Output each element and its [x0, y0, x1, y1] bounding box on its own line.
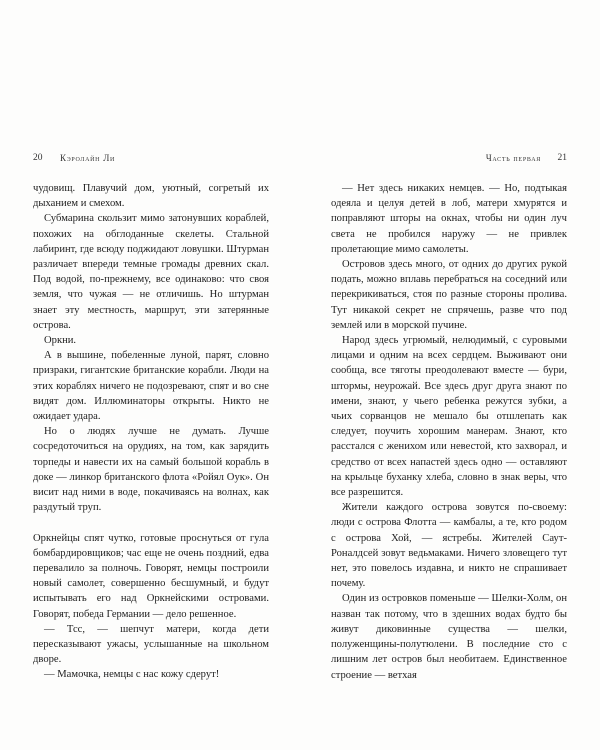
paragraph: А в вышине, побеленные луной, парят, словно призраки, гигантские британские корабли. Люди на этих кораблях ничего не подозревают, спят и во сне видят дом. Иллюминаторы открыты. Никто не ожидает удара. — [33, 350, 269, 423]
paragraph: чудовищ. Плавучий дом, уютный, согретый их дыханием и смехом. — [33, 183, 269, 210]
paragraph: Народ здесь угрюмый, нелюдимый, с суровыми лицами и одним на всех сердцем. Выживают они сообща, все тяготы преодолевают вместе — бури, штормы, неурожай. Все здесь друг друга знают по имени, знают, у чьего ребенка режутся зубки, а чьих сорванцов не мешало бы отшлепать как следует, поучить хорошим манерам. Знают, кто расстался с женихом или невестой, кто захворал, и средство от всех напастей здесь одно — оставляют на крыльце буханку хлеба, словно в знак веры, что все разрешится. — [331, 335, 567, 499]
body-text — [33, 181, 269, 683]
left-page — [33, 153, 269, 683]
paragraph: — Мамочка, немцы с нас кожу сдерут! — [44, 669, 220, 681]
paragraph: — Тсс, — шепчут матери, когда дети пересказывают ужасы, услышанные на школьном дворе. — [33, 623, 269, 666]
paragraph: Оркни. — [44, 335, 77, 347]
body-text — [331, 181, 567, 683]
page-number: 20 — [33, 153, 43, 163]
paragraph: Оркнейцы спят чутко, готовые проснуться от гула бомбардировщиков; час еще не очень поздний, едва перевалило за полночь. Говорят, немцы построили новый самолет, совершенно бесшумный, и будут испытывать его над Оркнейскими островами. Говорят, победа Германии — дело решенное. — [33, 532, 269, 620]
running-head-part: Часть первая — [485, 153, 541, 163]
paragraph: Субмарина скользит мимо затонувших кораблей, похожих на обглоданные скелеты. Стальной лабиринт, где всюду поджидают ловушки. Штурман различает впереди темные громады древних скал. Под водой, по-прежнему, все одинаково: что своя земля, что чужая — не отличишь. Но штурман знает эту местность, маршрут, эти затерянные острова. — [33, 213, 269, 331]
paragraph: Жители каждого острова зовутся по-своему: люди с острова Флотта — камбалы, а те, кто родом с острова Хой, — ястребы. Жителей Саут-Роналдсей зовут ведьмаками. Ничего зловещего тут нет, это повелось издавна, и никто не спрашивает почему. — [331, 502, 567, 590]
paragraph: Но о людях лучше не думать. Лучше сосредоточиться на орудиях, на том, как зарядить торпеды и навести их на самый большой корабль в доке — линкор британского флота «Ройял Оук». Он висит над ними в воде, покачиваясь на волнах, как раздутый труп. — [33, 426, 269, 514]
running-head — [331, 153, 567, 171]
right-page — [331, 153, 567, 683]
running-head — [33, 153, 269, 171]
paragraph: Островов здесь много, от одних до других рукой подать, можно вплавь перебраться на соседний или перекрикиваться, стоя по разные стороны пролива. Тут никакой секрет не спрячешь, разве что под землей или в морской пучине. — [331, 259, 567, 331]
page-number: 21 — [557, 153, 567, 163]
paragraph: Один из островков поменьше — Шелки-Холм, он назван так потому, что в здешних водах будто бы живут диковинные существа — шелки, полуженщины-полутюлени. В последние сто с лишним лет остров был необитаем. Единственное строение — ветхая — [331, 593, 567, 681]
running-head-author: Кэролайн Ли — [60, 153, 116, 163]
paragraph: — Нет здесь никаких немцев. — Но, подтыкая одеяла и целуя детей в лоб, матери хмурятся и поправляют шторы на окнах, чтобы ни один луч света не пробился наружу — не привлек пролетающие мимо самолеты. — [331, 183, 567, 255]
